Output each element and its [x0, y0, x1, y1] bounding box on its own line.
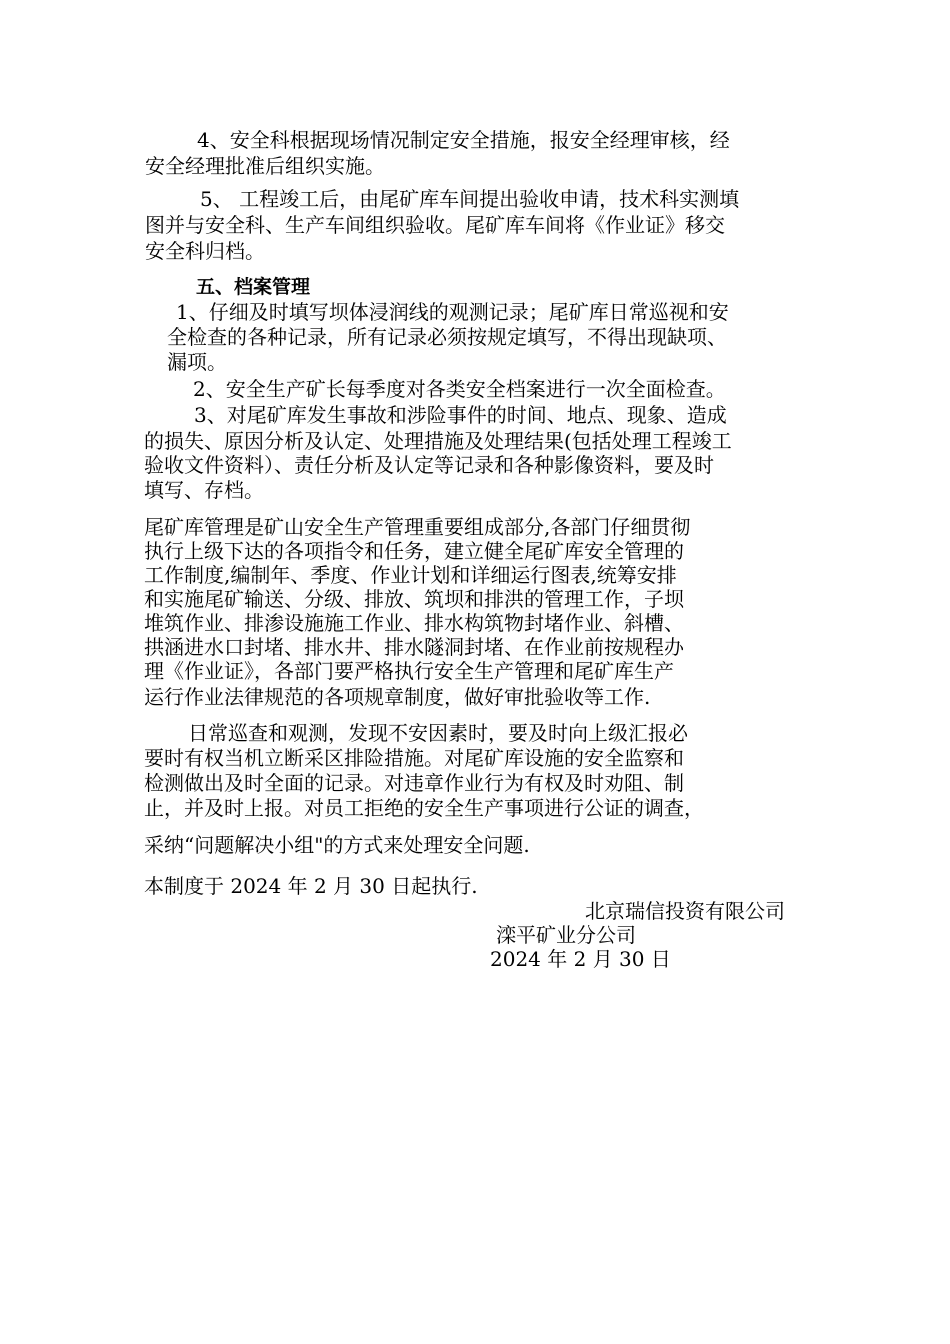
- management-line-1: 尾矿库管理是矿山安全生产管理重要组成部分,各部门仔细贯彻: [144, 515, 691, 539]
- archive-item-3-line-4: 填写、存档。: [144, 478, 264, 502]
- section-heading-archive: 五、档案管理: [196, 276, 311, 298]
- clause-5-line-1: 5、 工程竣工后，由尾矿库车间提出验收申请，技术科实测填: [200, 187, 740, 211]
- inspection-line-3: 检测做出及时全面的记录。对违章作业行为有权及时劝阻、制: [144, 771, 684, 795]
- management-line-8: 运行作业法律规范的各项规章制度，做好审批验收等工作.: [144, 685, 651, 709]
- clause-4-line-2: 安全经理批准后组织实施。: [145, 154, 385, 178]
- management-line-2: 执行上级下达的各项指令和任务，建立健全尾矿库安全管理的: [144, 539, 684, 563]
- management-line-3: 工作制度,编制年、季度、作业计划和详细运行图表,统筹安排: [144, 563, 677, 587]
- signature-company: 北京瑞信投资有限公司: [585, 899, 785, 923]
- inspection-line-5: 采纳“问题解决小组"的方式来处理安全问题.: [144, 833, 530, 857]
- management-line-4: 和实施尾矿输送、分级、排放、筑坝和排洪的管理工作，子坝: [144, 587, 684, 611]
- archive-item-1-line-3: 漏项。: [167, 350, 227, 374]
- clause-5-line-2: 图并与安全科、生产车间组织验收。尾矿库车间将《作业证》移交: [145, 213, 725, 237]
- archive-item-3-line-2: 的损失、原因分析及认定、处理措施及处理结果(包括处理工程竣工: [144, 429, 732, 453]
- clause-5-line-3: 安全科归档。: [145, 239, 265, 263]
- inspection-line-2: 要时有权当机立断采区排险措施。对尾矿库设施的安全监察和: [144, 746, 684, 770]
- archive-item-3-line-1: 3、对尾矿库发生事故和涉险事件的时间、地点、现象、造成: [194, 403, 727, 427]
- management-line-7: 理《作业证》，各部门要严格执行安全生产管理和尾矿库生产: [144, 659, 674, 683]
- inspection-line-4: 止，并及时上报。对员工拒绝的安全生产事项进行公证的调查，: [144, 796, 704, 820]
- management-line-6: 拱涵进水口封堵、排水井、排水隧洞封堵、在作业前按规程办: [144, 635, 684, 659]
- clause-4-line-1: 4、安全科根据现场情况制定安全措施，报安全经理审核，经: [197, 128, 730, 152]
- signature-date: 2024 年 2 月 30 日: [490, 947, 671, 971]
- signature-branch: 滦平矿业分公司: [496, 923, 636, 947]
- archive-item-3-line-3: 验收文件资料）、责任分析及认定等记录和各种影像资料，要及时: [144, 453, 714, 477]
- archive-item-2: 2、安全生产矿长每季度对各类安全档案进行一次全面检查。: [193, 377, 726, 401]
- effective-date-statement: 本制度于 2024 年 2 月 30 日起执行.: [144, 874, 478, 898]
- archive-item-1-line-2: 全检查的各种记录，所有记录必须按规定填写，不得出现缺项、: [167, 325, 727, 349]
- management-line-5: 堆筑作业、排渗设施施工作业、排水构筑物封堵作业、斜槽、: [144, 611, 684, 635]
- inspection-line-1: 日常巡查和观测，发现不安因素时，要及时向上级汇报必: [188, 721, 688, 745]
- archive-item-1-line-1: 1、仔细及时填写坝体浸润线的观测记录；尾矿库日常巡视和安: [176, 300, 729, 324]
